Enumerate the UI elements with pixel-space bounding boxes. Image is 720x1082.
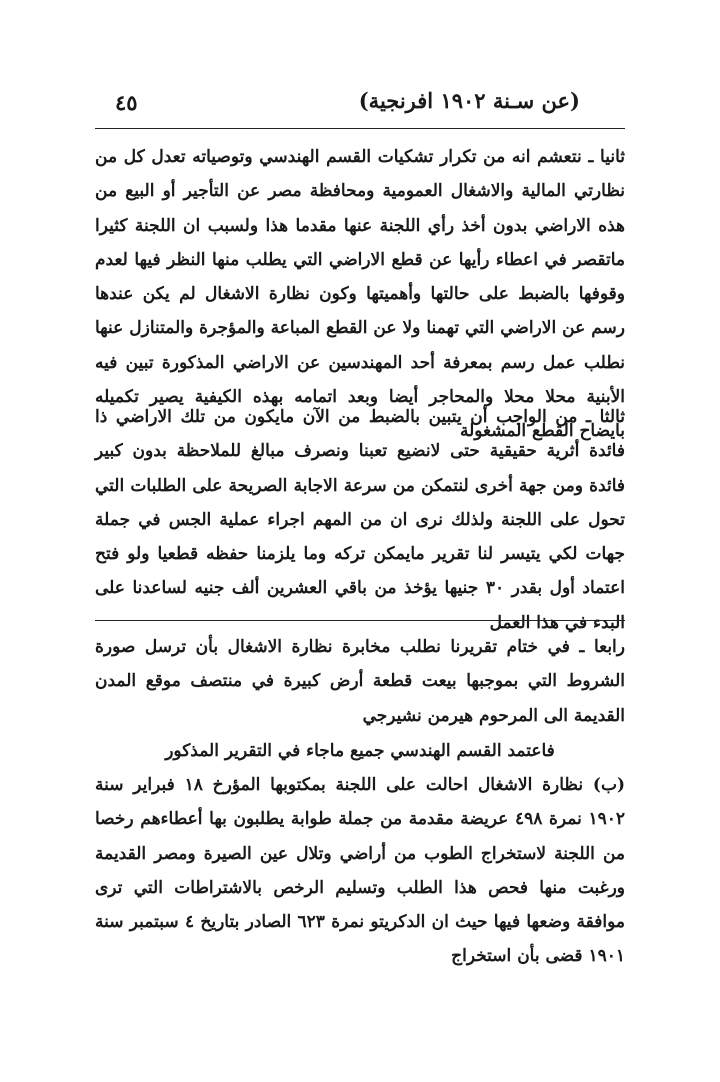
page-header [95, 88, 620, 122]
page-number: ٤٥ [115, 90, 138, 115]
paragraph-b [95, 768, 625, 974]
header-divider [95, 128, 625, 129]
paragraph-fourth [95, 630, 625, 733]
paragraph-text: نظارة الاشغال احالت على اللجنة بمكتوبها المؤرخ ١٨ فبراير سنة ١٩٠٢ نمرة ٤٩٨ عريضة مقدمة من جملة طوابة يطلبون بها أعطاءهم رخصا من اللجنة لاستخراج الطوب من أراضي وتلال عين الصيرة ومصر القديمة ورغبت منها فحص هذا الطلب وتسليم الرخص بالاشتراطات التي ترى موافقة وضعها فيها حيث ان الدكريتو نمرة ٦٢٣ الصادر بتاريخ ٤ سبتمبر سنة ١٩٠١ قضى بأن استخراج [95, 775, 625, 967]
section-divider [95, 620, 625, 621]
paragraph-text: في ختام تقريرنا نطلب مخابرة نظارة الاشغال بأن ترسل صورة الشروط التي بموجبها بيعت قطعة أرض كبيرة في منتصف موقع المدن القديمة الى المرحوم هيرمن نشيرجي [95, 637, 625, 726]
paragraph-text: من الواجب أن يتبين بالضبط من الآن مايكون من تلك الاراضي ذا فائدة أثرية حقيقية حتى لانضيع تعبنا ونصرف مبالغ للملاحظة بدون كبير فائدة ومن جهة أخرى لنتمكن من سرعة الاجابة الصريحة على الطلبات التي تحول على اللجنة ولذلك نرى ان من المهم اجراء عملية الجس في جملة جهات لكي يتيسر لنا تقرير مايمكن تركه وما يلزمنا حفظه قطعيا ولو فتح اعتماد أول بقدر ٣٠ جنيها يؤخذ من باقي العشرين ألف جنيه لساعدنا على البدء في هذا العمل [95, 407, 625, 633]
paragraph-text: فاعتمد القسم الهندسي جميع ماجاء في التقرير المذكور [165, 741, 555, 761]
paragraph-label: ثانيا ـ [588, 147, 625, 167]
paragraph-label: ثالثا ـ [586, 407, 625, 427]
running-title: (عن سـنة ١٩٠٢ افرنجية) [358, 88, 580, 113]
paragraph-text: نتعشم انه من تكرار تشكيات القسم الهندسي وتوصياته تعدل كل من نظارتي المالية والاشغال العمومية ومحافظة مصر عن التأجير أو البيع من هذه الاراضي بدون أخذ رأي اللجنة عنها مقدما هذا ولسبب ان اللجنة كثيرا ماتقصر في اعطاء رأيها عن قطع الاراضي التي يطلب منها النظر فيها لعدم وقوفها بالضبط على حالتها وأهميتها وكون نظارة الاشغال لم يكن عندها رسم عن الاراضي التي تهمنا ولا عن القطع المباعة والمؤجرة والمتنازل عنها نطلب عمل رسم بمعرفة أحد المهندسين عن الاراضي المذكورة تبين فيه الأبنية محلا محلا والمحاجر أيضا وبعد اتمامه بهذه الكيفية يصير تكميله بايضاح القطع المشغولة [95, 147, 625, 442]
paragraph-label: (ب) [592, 775, 626, 795]
paragraph-label: رابعا ـ [579, 637, 625, 657]
approval-line [95, 734, 625, 768]
paragraph-third [95, 400, 625, 640]
